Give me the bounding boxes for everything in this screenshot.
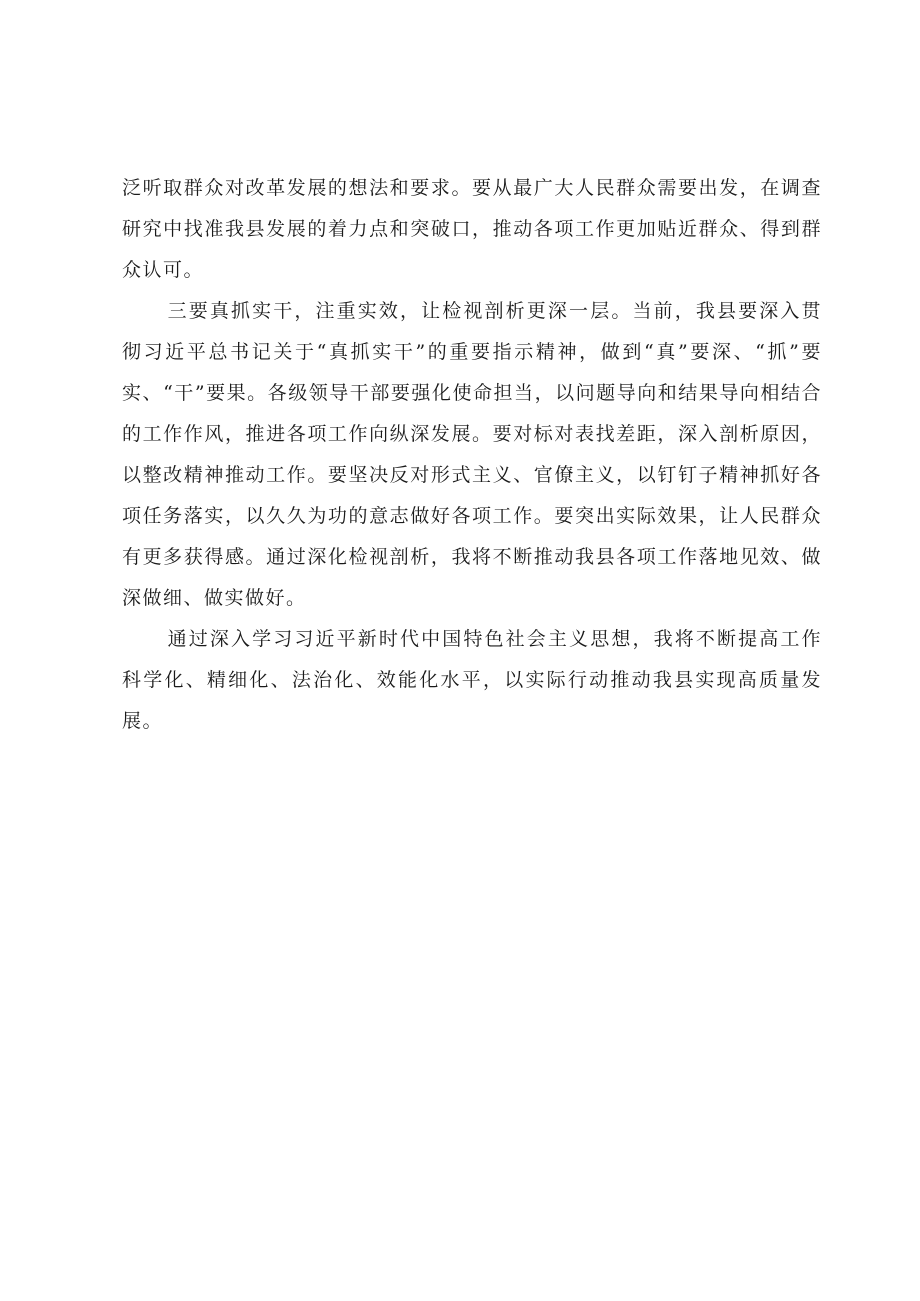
paragraph-continuation: 泛听取群众对改革发展的想法和要求。要从最广大人民群众需要出发，在调查研究中找准我县发展的着力点和突破口，推动各项工作更加贴近群众、得到群众认可。 bbox=[122, 177, 822, 281]
document-body bbox=[122, 168, 822, 742]
paragraph-point-three: 三要真抓实干，注重实效，让检视剖析更深一层。当前，我县要深入贯彻习近平总书记关于“真抓实干”的重要指示精神，做到“真”要深、“抓”要实、“干”要果。各级领导干部要强化使命担当，以问题导向和结果导向相结合的工作作风，推进各项工作向纵深发展。要对标对表找差距，深入剖析原因，以整改精神推动工作。要坚决反对形式主义、官僚主义，以钉钉子精神抓好各项任务落实，以久久为功的意志做好各项工作。要突出实际效果，让人民群众有更多获得感。通过深化检视剖析，我将不断推动我县各项工作落地见效、做深做细、做实做好。 bbox=[122, 300, 822, 609]
paragraph-conclusion: 通过深入学习习近平新时代中国特色社会主义思想，我将不断提高工作科学化、精细化、法治化、效能化水平，以实际行动推动我县实现高质量发展。 bbox=[122, 628, 822, 732]
